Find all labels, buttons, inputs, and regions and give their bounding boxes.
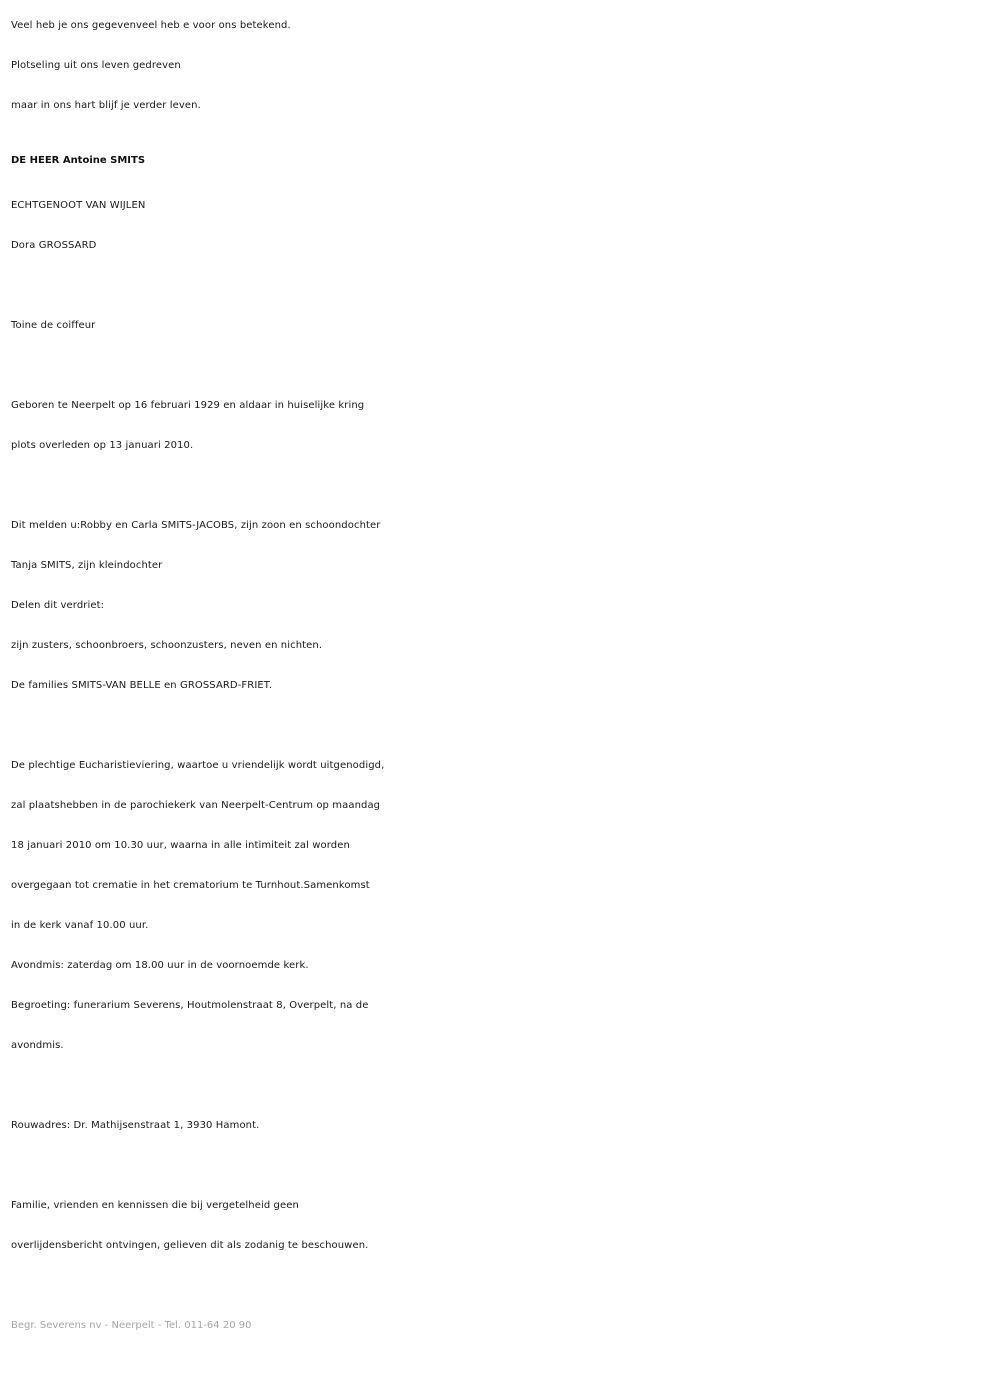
ceremony-line: De plechtige Eucharistieviering, waartoe u vriendelijk wordt uitgenodigd,	[11, 760, 385, 771]
family-line: Delen dit verdriet:	[11, 600, 105, 611]
poem-line: maar in ons hart blijf je verder leven.	[11, 100, 201, 111]
poem	[11, 6, 991, 126]
ceremony-line: overgegaan tot crematie in het crematorium te Turnhout.Samenkomst	[11, 880, 370, 891]
mourning-address: Rouwadres: Dr. Mathijsenstraat 1, 3930 Hamont.	[11, 1120, 260, 1131]
ceremony-line: Begroeting: funerarium Severens, Houtmolenstraat 8, Overpelt, na de	[11, 1000, 369, 1011]
ceremony-line: zal plaatshebben in de parochiekerk van Neerpelt-Centrum op maandag	[11, 800, 381, 811]
spouse-line: ECHTGENOOT VAN WIJLEN	[11, 200, 146, 211]
spacer	[11, 466, 991, 506]
ceremony-line: 18 januari 2010 om 10.30 uur, waarna in alle intimiteit zal worden	[11, 840, 350, 851]
ceremony-info	[11, 746, 991, 1066]
nickname: Toine de coiffeur	[11, 320, 96, 331]
closing-note	[11, 1186, 991, 1266]
family-line: zijn zusters, schoonbroers, schoonzusters, neven en nichten.	[11, 640, 323, 651]
ceremony-line: in de kerk vanaf 10.00 uur.	[11, 920, 149, 931]
spacer	[11, 1266, 991, 1306]
birth-death-line: plots overleden op 13 januari 2010.	[11, 440, 194, 451]
obituary-notice	[11, 6, 991, 1346]
closing-line: Familie, vrienden en kennissen die bij vergetelheid geen	[11, 1200, 299, 1211]
birth-death-info	[11, 386, 991, 466]
spouse-info	[11, 186, 991, 266]
deceased-name: DE HEER Antoine SMITS	[11, 155, 146, 166]
spacer	[11, 706, 991, 746]
family-line: De families SMITS-VAN BELLE en GROSSARD-FRIET.	[11, 680, 273, 691]
family-line: Tanja SMITS, zijn kleindochter	[11, 560, 163, 571]
closing-line: overlijdensbericht ontvingen, gelieven dit als zodanig te beschouwen.	[11, 1240, 369, 1251]
spacer	[11, 1146, 991, 1186]
family-announcement	[11, 506, 991, 706]
ceremony-line: Avondmis: zaterdag om 18.00 uur in de voornoemde kerk.	[11, 960, 309, 971]
spacer	[11, 346, 991, 386]
poem-line: Veel heb je ons gegevenveel heb e voor ons betekend.	[11, 20, 291, 31]
birth-death-line: Geboren te Neerpelt op 16 februari 1929 en aldaar in huiselijke kring	[11, 400, 365, 411]
spouse-line: Dora GROSSARD	[11, 240, 97, 251]
spacer	[11, 1066, 991, 1106]
funeral-home-footer: Begr. Severens nv - Neerpelt - Tel. 011-64 20 90	[11, 1320, 252, 1331]
family-line: Dit melden u:Robby en Carla SMITS-JACOBS, zijn zoon en schoondochter	[11, 520, 381, 531]
poem-line: Plotseling uit ons leven gedreven	[11, 60, 181, 71]
ceremony-line: avondmis.	[11, 1040, 64, 1051]
spacer	[11, 266, 991, 306]
